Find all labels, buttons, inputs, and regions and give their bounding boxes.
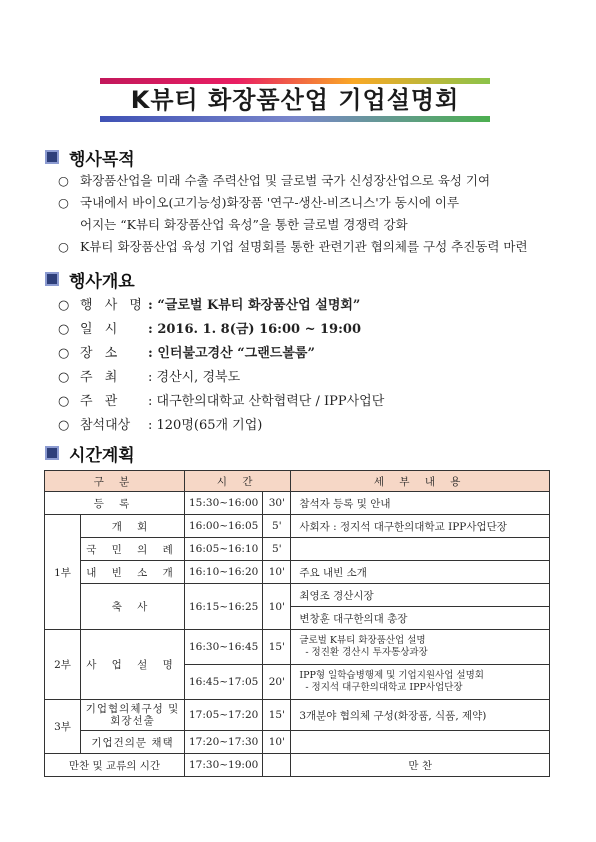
purpose-item: ○ K뷰티 화장품산업 육성 기업 설명회를 통한 관련기관 협의체를 구성 추진동력 마련 (58, 237, 528, 257)
circle-bullet-icon: ○ (58, 370, 70, 385)
overview-row: ○ 주 관 : 대구한의대학교 산학협력단 / IPP사업단 (58, 392, 384, 412)
circle-bullet-icon: ○ (58, 239, 69, 254)
circle-bullet-icon: ○ (58, 394, 70, 409)
table-row: 1부 개 회 16:00~16:05 5' 사회자 : 정지석 대구한의대학교 IPP사업단장 (45, 515, 550, 538)
title-box (100, 78, 490, 122)
table-row: 16:45~17:05 20' IPP형 일학습병행제 및 기업지원사업 설명회 - 정지석 대구한의대학교 IPP사업단장 (45, 665, 550, 700)
circle-bullet-icon: ○ (58, 418, 70, 433)
part-label: 3부 (45, 700, 81, 754)
circle-bullet-icon: ○ (58, 298, 70, 313)
purpose-item-continued: 어지는 “K뷰티 화장품산업 육성”을 통한 글로벌 경쟁력 강화 (80, 217, 408, 232)
purpose-item: ○ 화장품산업을 미래 수출 주력산업 및 글로벌 국가 신성장산업으로 육성 기여 (58, 171, 490, 191)
header-detail: 세 부 내 용 (291, 471, 550, 492)
square-bullet-icon (45, 272, 59, 286)
circle-bullet-icon: ○ (58, 173, 69, 188)
table-header-row (45, 471, 550, 492)
table-row: 국 민 의 례 16:05~16:10 5' (45, 538, 550, 561)
square-bullet-icon (45, 150, 59, 164)
overview-row: ○ 주 최 : 경산시, 경북도 (58, 368, 240, 388)
header-time: 시 간 (185, 471, 291, 492)
title-bottom-bar (100, 116, 490, 122)
overview-row: ○ 장 소 : 인터불고경산 “그랜드볼룸” (58, 344, 315, 364)
part-label: 1부 (45, 515, 81, 630)
table-row: 내 빈 소 개 16:10~16:20 10' 주요 내빈 소개 (45, 561, 550, 584)
table-row: 기업건의문 채택 17:20~17:30 10' (45, 731, 550, 754)
section-schedule-heading: 시간계획 (45, 442, 135, 464)
table-row: 만찬 및 교류의 시간 17:30~19:00 만 찬 (45, 754, 550, 777)
header-category: 구 분 (45, 471, 185, 492)
square-bullet-icon (45, 446, 59, 460)
table-row: 2부 사 업 설 명 16:30~16:45 15' 글로벌 K뷰티 화장품산업 설명 - 정진환 경산시 투자통상과장 (45, 630, 550, 665)
section-purpose-heading: 행사목적 (45, 146, 135, 168)
overview-row: ○ 일 시 : 2016. 1. 8(금) 16:00 ~ 19:00 (58, 320, 361, 340)
overview-row: ○ 행 사 명 : “글로벌 K뷰티 화장품산업 설명회” (58, 296, 360, 316)
table-row: 축 사 16:15~16:25 10' 최영조 경산시장 (45, 584, 550, 607)
part-label: 2부 (45, 630, 81, 700)
circle-bullet-icon: ○ (58, 322, 70, 337)
section-overview-heading: 행사개요 (45, 268, 135, 290)
circle-bullet-icon: ○ (58, 346, 70, 361)
page-title: K뷰티 화장품산업 기업설명회 (130, 86, 460, 114)
table-row: 등 록 15:30~16:00 30' 참석자 등록 및 안내 (45, 492, 550, 515)
overview-row: ○ 참석대상 : 120명(65개 기업) (58, 416, 262, 436)
schedule-table (44, 470, 550, 777)
purpose-item: ○ 국내에서 바이오(고기능성)화장품 '연구-생산-비즈니스'가 동시에 이루 (58, 193, 459, 213)
circle-bullet-icon: ○ (58, 195, 69, 210)
table-row: 변창훈 대구한의대 총장 (45, 607, 550, 630)
table-row: 3부 기업협의체구성 및 회장선출 17:05~17:20 15' 3개분야 협의체 구성(화장품, 식품, 제약) (45, 700, 550, 731)
